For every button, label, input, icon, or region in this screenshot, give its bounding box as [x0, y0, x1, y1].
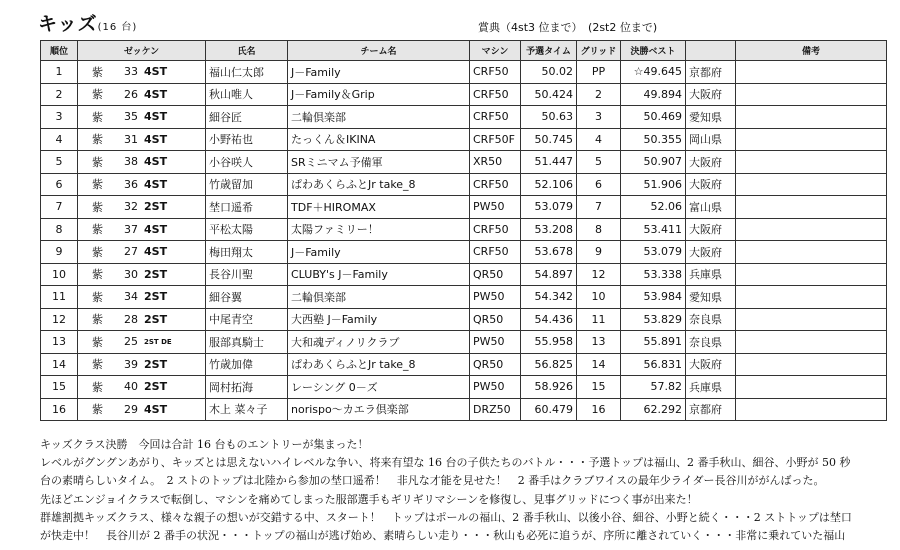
number-cell	[78, 263, 206, 286]
remarks-cell	[736, 128, 887, 151]
rider-name-cell: 竹歳留加	[206, 173, 288, 196]
remarks-cell	[736, 376, 887, 399]
prefecture-cell: 大阪府	[686, 218, 736, 241]
plate-color: 紫	[92, 403, 103, 417]
plate-color: 紫	[92, 313, 103, 327]
position-cell: 3	[41, 106, 78, 129]
table-row	[41, 61, 887, 84]
class-title: キッズ(16 台)	[38, 13, 138, 35]
final-best-cell: 53.829	[621, 308, 686, 331]
plate-number: 34	[124, 290, 138, 304]
column-header: マシン	[470, 41, 521, 61]
team-name-cell: norispo～カエラ倶楽部	[288, 398, 470, 421]
team-name-cell: SRミニマム予備軍	[288, 151, 470, 174]
remarks-cell	[736, 61, 887, 84]
prefecture-cell: 奈良県	[686, 331, 736, 354]
machine-cell: CRF50	[470, 241, 521, 264]
column-header: 予選タイム	[521, 41, 577, 61]
comment-line: 先ほどエンジョイクラスで転倒し、マシンを痛めてしまった服部選手もギリギリマシーンを修復し、見事グリッドにつく事が出来た！	[40, 492, 698, 506]
stroke-type: 4ST	[144, 132, 168, 146]
table-row	[41, 241, 887, 264]
final-best-cell: 56.831	[621, 353, 686, 376]
plate-color: 紫	[92, 155, 103, 169]
prefecture-cell: 大阪府	[686, 151, 736, 174]
plate-number: 30	[124, 267, 138, 281]
table-row	[41, 128, 887, 151]
plate-color: 紫	[92, 223, 103, 237]
rider-name-cell: 平松太陽	[206, 218, 288, 241]
number-cell	[78, 331, 206, 354]
table-row	[41, 376, 887, 399]
grid-cell: 8	[577, 218, 621, 241]
grid-cell: 9	[577, 241, 621, 264]
final-best-cell: 49.894	[621, 83, 686, 106]
rider-name-cell: 秋山唯人	[206, 83, 288, 106]
table-row	[41, 286, 887, 309]
number-cell	[78, 128, 206, 151]
plate-color: 紫	[92, 380, 103, 394]
table-row	[41, 398, 887, 421]
comment-line: 群雄割拠キッズクラス、様々な親子の想いが交錯する中、スタート！ トップはポールの福山、2 番手秋山、以後小谷、細谷、小野と続く・・・2 ストトップは埜口	[40, 510, 852, 524]
table-row	[41, 218, 887, 241]
rider-name-cell: 竹歳加偉	[206, 353, 288, 376]
column-header: グリッド	[577, 41, 621, 61]
position-cell: 13	[41, 331, 78, 354]
number-cell	[78, 376, 206, 399]
plate-color: 紫	[92, 358, 103, 372]
stroke-type: 4ST	[144, 222, 168, 236]
grid-cell: PP	[577, 61, 621, 84]
final-best-cell: 57.82	[621, 376, 686, 399]
prize-note: 賞典（4st3 位まで） (2st2 位まで)	[478, 21, 658, 34]
comment-line: が快走中！ 長谷川が 2 番手の状況・・・トップの福山が逃げ始め、素晴らしい走り・・・秋山も必死に追うが、序所に離されていく・・・非常に乗れていた福山	[40, 529, 846, 543]
qualifying-time-cell: 58.926	[521, 376, 577, 399]
position-cell: 11	[41, 286, 78, 309]
rider-name-cell: 細谷匠	[206, 106, 288, 129]
stroke-type: 2ST	[144, 380, 168, 394]
results-table	[40, 40, 887, 421]
team-name-cell: ぱわあくらふとJr take_8	[288, 353, 470, 376]
final-best-cell: 53.338	[621, 263, 686, 286]
comment-line: レベルがグングンあがり、キッズとは思えないハイレベルな争い、将来有望な 16 台の子供たちのバトル・・・予選トップは福山、2 番手秋山、細谷、小野が 50 秒	[40, 456, 851, 470]
grid-cell: 2	[577, 83, 621, 106]
remarks-cell	[736, 331, 887, 354]
rider-name-cell: 細谷翼	[206, 286, 288, 309]
final-best-cell: 55.891	[621, 331, 686, 354]
rider-name-cell: 岡村拓海	[206, 376, 288, 399]
stroke-type: 4ST	[144, 87, 168, 101]
position-cell: 10	[41, 263, 78, 286]
table-row	[41, 151, 887, 174]
final-best-cell: 53.411	[621, 218, 686, 241]
final-best-cell: 52.06	[621, 196, 686, 219]
rider-name-cell: 埜口遥希	[206, 196, 288, 219]
position-cell: 15	[41, 376, 78, 399]
grid-cell: 11	[577, 308, 621, 331]
table-row	[41, 331, 887, 354]
table-row	[41, 106, 887, 129]
rider-name-cell: 服部真騎士	[206, 331, 288, 354]
stroke-type: 2ST	[144, 267, 168, 281]
rider-name-cell: 福山仁太郎	[206, 61, 288, 84]
prefecture-cell: 愛知県	[686, 286, 736, 309]
final-best-cell: 50.907	[621, 151, 686, 174]
stroke-type: 4ST	[144, 155, 168, 169]
plate-number: 40	[124, 380, 138, 394]
remarks-cell	[736, 308, 887, 331]
final-best-cell: 50.355	[621, 128, 686, 151]
grid-cell: 6	[577, 173, 621, 196]
prefecture-cell: 岡山県	[686, 128, 736, 151]
qualifying-time-cell: 54.342	[521, 286, 577, 309]
final-best-cell: 53.079	[621, 241, 686, 264]
position-cell: 4	[41, 128, 78, 151]
remarks-cell	[736, 241, 887, 264]
prefecture-cell: 大阪府	[686, 173, 736, 196]
stroke-type: 2ST DE	[144, 337, 172, 346]
plate-color: 紫	[92, 133, 103, 147]
plate-number: 36	[124, 177, 138, 191]
prefecture-cell: 大阪府	[686, 241, 736, 264]
team-name-cell: 二輪倶楽部	[288, 106, 470, 129]
machine-cell: DRZ50	[470, 398, 521, 421]
position-cell: 6	[41, 173, 78, 196]
stroke-type: 4ST	[144, 245, 168, 259]
machine-cell: XR50	[470, 151, 521, 174]
team-name-cell: J－Family＆Grip	[288, 83, 470, 106]
plate-number: 35	[124, 110, 138, 124]
number-cell	[78, 218, 206, 241]
prefecture-cell: 京都府	[686, 398, 736, 421]
grid-cell: 7	[577, 196, 621, 219]
table-row	[41, 173, 887, 196]
machine-cell: CRF50	[470, 173, 521, 196]
number-cell	[78, 398, 206, 421]
final-best-cell: 62.292	[621, 398, 686, 421]
position-cell: 1	[41, 61, 78, 84]
team-name-cell: TDF＋HIROMAX	[288, 196, 470, 219]
remarks-cell	[736, 173, 887, 196]
plate-number: 28	[124, 312, 138, 326]
number-cell	[78, 241, 206, 264]
position-cell: 8	[41, 218, 78, 241]
qualifying-time-cell: 54.436	[521, 308, 577, 331]
rider-name-cell: 小野祐也	[206, 128, 288, 151]
qualifying-time-cell: 54.897	[521, 263, 577, 286]
plate-number: 32	[124, 200, 138, 214]
position-cell: 14	[41, 353, 78, 376]
qualifying-time-cell: 50.63	[521, 106, 577, 129]
prefecture-cell: 大阪府	[686, 353, 736, 376]
plate-color: 紫	[92, 65, 103, 79]
remarks-cell	[736, 398, 887, 421]
remarks-cell	[736, 218, 887, 241]
prefecture-cell: 奈良県	[686, 308, 736, 331]
final-best-cell: 51.906	[621, 173, 686, 196]
column-header: 順位	[41, 41, 78, 61]
column-header: 備考	[736, 41, 887, 61]
table-header-row	[41, 41, 887, 61]
number-cell	[78, 83, 206, 106]
machine-cell: CRF50	[470, 83, 521, 106]
table-row	[41, 83, 887, 106]
team-name-cell: ぱわあくらふとJr take_8	[288, 173, 470, 196]
remarks-cell	[736, 353, 887, 376]
grid-cell: 14	[577, 353, 621, 376]
table-row	[41, 263, 887, 286]
prefecture-cell: 兵庫県	[686, 263, 736, 286]
team-name-cell: 太陽ファミリー！	[288, 218, 470, 241]
machine-cell: PW50	[470, 376, 521, 399]
prefecture-cell: 京都府	[686, 61, 736, 84]
table-row	[41, 196, 887, 219]
grid-cell: 12	[577, 263, 621, 286]
position-cell: 7	[41, 196, 78, 219]
plate-number: 39	[124, 357, 138, 371]
remarks-cell	[736, 151, 887, 174]
column-header: 氏名	[206, 41, 288, 61]
qualifying-time-cell: 56.825	[521, 353, 577, 376]
table-row	[41, 308, 887, 331]
number-cell	[78, 353, 206, 376]
stroke-type: 2ST	[144, 312, 168, 326]
machine-cell: CRF50	[470, 218, 521, 241]
prefecture-cell: 兵庫県	[686, 376, 736, 399]
number-cell	[78, 61, 206, 84]
prefecture-cell: 愛知県	[686, 106, 736, 129]
qualifying-time-cell: 50.745	[521, 128, 577, 151]
plate-number: 38	[124, 155, 138, 169]
position-cell: 16	[41, 398, 78, 421]
qualifying-time-cell: 51.447	[521, 151, 577, 174]
plate-number: 33	[124, 65, 138, 79]
column-header: チーム名	[288, 41, 470, 61]
plate-number: 25	[124, 335, 138, 349]
final-best-cell: 53.984	[621, 286, 686, 309]
stroke-type: 4ST	[144, 402, 168, 416]
machine-cell: CRF50	[470, 61, 521, 84]
qualifying-time-cell: 50.424	[521, 83, 577, 106]
qualifying-time-cell: 50.02	[521, 61, 577, 84]
plate-number: 26	[124, 87, 138, 101]
machine-cell: PW50	[470, 331, 521, 354]
machine-cell: QR50	[470, 308, 521, 331]
position-cell: 5	[41, 151, 78, 174]
team-name-cell: 大和魂ディノリクラブ	[288, 331, 470, 354]
plate-number: 29	[124, 402, 138, 416]
grid-cell: 3	[577, 106, 621, 129]
stroke-type: 4ST	[144, 65, 168, 79]
team-name-cell: レーシング 0－ズ	[288, 376, 470, 399]
grid-cell: 13	[577, 331, 621, 354]
plate-color: 紫	[92, 110, 103, 124]
machine-cell: CRF50F	[470, 128, 521, 151]
plate-number: 31	[124, 132, 138, 146]
grid-cell: 5	[577, 151, 621, 174]
prefecture-cell: 大阪府	[686, 83, 736, 106]
plate-color: 紫	[92, 268, 103, 282]
plate-color: 紫	[92, 245, 103, 259]
stroke-type: 2ST	[144, 290, 168, 304]
remarks-cell	[736, 263, 887, 286]
remarks-cell	[736, 286, 887, 309]
rider-name-cell: 木上 菜々子	[206, 398, 288, 421]
machine-cell: PW50	[470, 196, 521, 219]
plate-color: 紫	[92, 290, 103, 304]
final-best-cell: ☆49.645	[621, 61, 686, 84]
number-cell	[78, 106, 206, 129]
rider-name-cell: 梅田翔太	[206, 241, 288, 264]
qualifying-time-cell: 55.958	[521, 331, 577, 354]
qualifying-time-cell: 60.479	[521, 398, 577, 421]
qualifying-time-cell: 53.208	[521, 218, 577, 241]
number-cell	[78, 173, 206, 196]
column-header: ゼッケン	[78, 41, 206, 61]
machine-cell: QR50	[470, 263, 521, 286]
race-comment	[40, 436, 890, 545]
machine-cell: QR50	[470, 353, 521, 376]
qualifying-time-cell: 52.106	[521, 173, 577, 196]
plate-color: 紫	[92, 178, 103, 192]
number-cell	[78, 286, 206, 309]
grid-cell: 10	[577, 286, 621, 309]
team-name-cell: 二輪倶楽部	[288, 286, 470, 309]
grid-cell: 15	[577, 376, 621, 399]
plate-number: 37	[124, 222, 138, 236]
number-cell	[78, 196, 206, 219]
team-name-cell: 大西塾 J－Family	[288, 308, 470, 331]
qualifying-time-cell: 53.079	[521, 196, 577, 219]
stroke-type: 4ST	[144, 110, 168, 124]
column-header: 決勝ベスト	[621, 41, 686, 61]
rider-name-cell: 小谷咲人	[206, 151, 288, 174]
number-cell	[78, 151, 206, 174]
column-header	[686, 41, 736, 61]
table-body	[41, 61, 887, 421]
prefecture-cell: 富山県	[686, 196, 736, 219]
grid-cell: 4	[577, 128, 621, 151]
machine-cell: PW50	[470, 286, 521, 309]
qualifying-time-cell: 53.678	[521, 241, 577, 264]
position-cell: 2	[41, 83, 78, 106]
table-row	[41, 353, 887, 376]
stroke-type: 2ST	[144, 200, 168, 214]
grid-cell: 16	[577, 398, 621, 421]
class-count: (16 台)	[97, 22, 138, 33]
position-cell: 9	[41, 241, 78, 264]
remarks-cell	[736, 106, 887, 129]
position-cell: 12	[41, 308, 78, 331]
team-name-cell: たっくん＆IKINA	[288, 128, 470, 151]
plate-color: 紫	[92, 200, 103, 214]
machine-cell: CRF50	[470, 106, 521, 129]
plate-number: 27	[124, 245, 138, 259]
stroke-type: 4ST	[144, 177, 168, 191]
remarks-cell	[736, 196, 887, 219]
rider-name-cell: 中尾青空	[206, 308, 288, 331]
comment-line: キッズクラス決勝 今回は合計 16 台ものエントリーが集まった！	[40, 438, 369, 451]
team-name-cell: CLUBY's J－Family	[288, 263, 470, 286]
rider-name-cell: 長谷川聖	[206, 263, 288, 286]
number-cell	[78, 308, 206, 331]
comment-line: 台の素晴らしいタイム。 2 ストのトップは北陸から参加の埜口遥希！ 非凡な才能を見せた！ 2 番手はクラブワイスの最年少ライダー長谷川ががんばった。	[40, 474, 825, 488]
remarks-cell	[736, 83, 887, 106]
plate-color: 紫	[92, 335, 103, 349]
team-name-cell: J－Family	[288, 241, 470, 264]
team-name-cell: J－Family	[288, 61, 470, 84]
final-best-cell: 50.469	[621, 106, 686, 129]
stroke-type: 2ST	[144, 357, 168, 371]
plate-color: 紫	[92, 88, 103, 102]
